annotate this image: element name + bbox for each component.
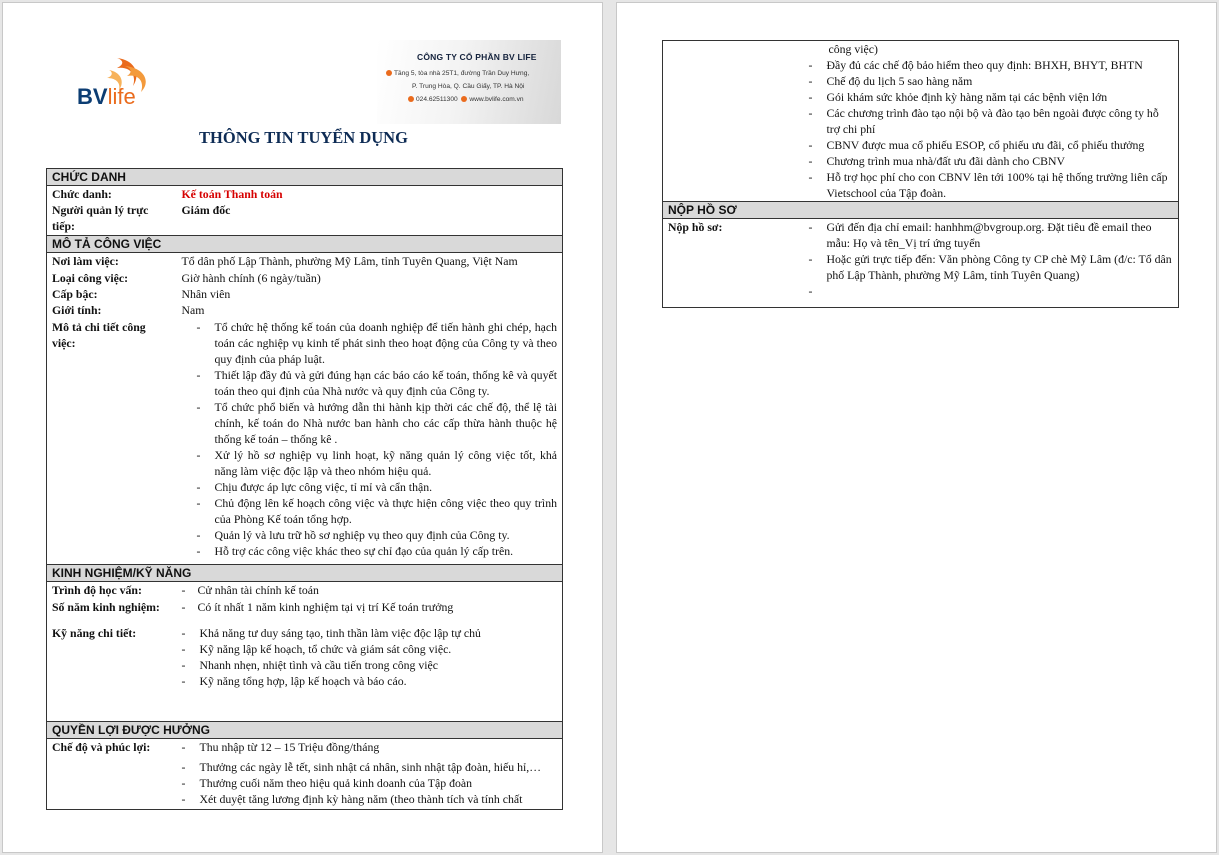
row-che-do-phuc-loi: Chế độ và phúc lợi: - Thu nhập từ 12 – 15 Triệu đồng/tháng - Thưởng các ngày lễ tết, sinh nhật cá nhân, sinh nhật tập đoàn, hiếu hỉ,… - Thưởng cuối năm theo hiệu quả kinh doanh của Tập đoàn - Xét duyệt tăng lương định kỳ hàng năm (theo thành tích và tính chất (47, 739, 563, 810)
list-item: - Hỗ trợ các công việc khác theo sự chỉ đạo của quản lý cấp trên. (177, 543, 558, 559)
list-item: - Tổ chức phổ biến và hướng dẫn thi hành kịp thời các chế độ, thể lệ tài chính, kế toán do Nhà nước ban hành cho các cấp thừa hành thuộc hệ thống kế toán – thống kê . (177, 399, 558, 447)
list-item: - Gói khám sức khỏe định kỳ hàng năm tại các bệnh viện lớn (789, 89, 1174, 105)
list-item: - Xét duyệt tăng lương định kỳ hàng năm (theo thành tích và tính chất (182, 791, 558, 807)
row-chuc-danh (47, 186, 563, 203)
list-item: - Hoặc gửi trực tiếp đến: Văn phòng Công ty CP chè Mỹ Lâm (đ/c: Tổ dân phố Lập Thành, phường Mỹ Lâm, tỉnh Tuyên Quang) (789, 251, 1174, 283)
row-nop-ho-so (663, 219, 1179, 308)
phone-icon (408, 96, 414, 102)
list-item: - Kỹ năng lập kế hoạch, tổ chức và giám sát công việc. (182, 641, 558, 657)
location-icon (386, 70, 392, 76)
web-icon (461, 96, 467, 102)
list-item: - CBNV được mua cổ phiếu ESOP, cổ phiếu ưu đãi, cổ phiếu thưởng (789, 137, 1174, 153)
list-item: - Chế độ du lịch 5 sao hàng năm (789, 73, 1174, 89)
label-chuc-danh: Chức danh: (52, 187, 112, 201)
bvlife-logo (75, 58, 155, 114)
list-item: - Gửi đến địa chỉ email: hanhhm@bvgroup.org. Đặt tiêu đề email theo mẫu: Họ và tên_Vị trí ứng tuyển (789, 219, 1174, 251)
company-info-banner (377, 40, 561, 124)
list-item: - Tổ chức hệ thống kế toán của doanh nghiệp để tiến hành ghi chép, hạch toán các nghiệp vụ kinh tế phát sinh theo hoạt động của Công ty và theo quy định của pháp luật. (177, 319, 558, 367)
row-nguoi-quan-ly (47, 202, 563, 235)
row-so-nam-kinh-nghiem: Số năm kinh nghiệm: - Có ít nhất 1 năm kinh nghiệm tại vị trí Kế toán trưởng (52, 599, 454, 614)
company-contact: 024.62511300 www.bvlife.com.vn (408, 96, 524, 103)
document-page-1 (2, 2, 603, 853)
row-trinh-do: Trình độ học vấn: - Cử nhân tài chính kế toán (52, 583, 319, 598)
list-item: - Kỹ năng tổng hợp, lập kế hoạch và báo cáo. (182, 673, 558, 689)
list-item (789, 283, 1174, 299)
value-nguoi-quan-ly: Giám đốc (181, 203, 231, 218)
row-ky-nang: Kỹ năng chi tiết: - Khả năng tư duy sáng tạo, tinh thần làm việc độc lập tự chủ - Kỹ năng lập kế hoạch, tổ chức và giám sát công việc. - Nhanh nhẹn, nhiệt tình và cầu tiến trong công việc - Kỹ năng tổng hợp, lập kế hoạch và báo cáo. (47, 615, 563, 722)
company-address-2: P. Trung Hòa, Q. Cầu Giấy, TP. Hà Nội (412, 83, 525, 90)
section-header-mo-ta: MÔ TẢ CÔNG VIỆC (47, 236, 563, 253)
row-mo-ta-chi-tiet (47, 319, 563, 565)
list-item: - Thu nhập từ 12 – 15 Triệu đồng/tháng (182, 739, 558, 755)
list-item: - Thưởng các ngày lễ tết, sinh nhật cá nhân, sinh nhật tập đoàn, hiếu hỉ,… (182, 759, 558, 775)
value-chuc-danh: Kế toán Thanh toán (181, 187, 283, 201)
benefits-list-page2 (789, 57, 1174, 201)
list-item: - Đầy đủ các chế độ bảo hiểm theo quy định: BHXH, BHYT, BHTN (789, 57, 1174, 73)
row-che-do-phuc-loi-continued (663, 41, 1179, 202)
logo-wordmark: BVlife (77, 84, 136, 109)
row-gioi-tinh: Giới tính: Nam (52, 303, 205, 318)
list-item: - Các chương trình đào tạo nội bộ và đào tạo bên ngoài được công ty hỗ trợ chi phí (789, 105, 1174, 137)
job-detail-list (177, 319, 558, 559)
submission-list (789, 219, 1174, 299)
list-item: - Hỗ trợ học phí cho con CBNV lên tới 100% tại hệ thống trường liên cấp Vietschool của Tập đoàn. (789, 169, 1174, 201)
row-cap-bac: Cấp bậc: Nhân viên (52, 286, 231, 301)
company-address-1: Tầng 5, tòa nhà 25T1, đường Trần Duy Hưng, (386, 70, 529, 77)
row-loai-cong-viec: Loại công việc: Giờ hành chính (6 ngày/tuần) (52, 270, 321, 285)
list-item: - Xử lý hồ sơ nghiệp vụ linh hoạt, kỹ năng quản lý công việc tốt, khả năng làm việc độc lập và theo nhóm hiệu quả. (177, 447, 558, 479)
list-item: - Chương trình mua nhà/đất ưu đãi dành cho CBNV (789, 153, 1174, 169)
benefits-list-page1 (182, 739, 558, 807)
page-title: THÔNG TIN TUYỂN DỤNG (199, 128, 408, 147)
list-item: - Quản lý và lưu trữ hồ sơ nghiệp vụ theo quy định của Công ty. (177, 527, 558, 543)
document-page-2 (616, 2, 1217, 853)
section-header-nop-ho-so: NỘP HỒ SƠ (663, 202, 1179, 219)
list-item: - Nhanh nhẹn, nhiệt tình và cầu tiến trong công việc (182, 657, 558, 673)
company-name: CÔNG TY CỔ PHẦN BV LIFE (417, 52, 537, 62)
recruitment-table-continued (662, 40, 1179, 308)
list-item: - Chủ động lên kế hoạch công việc và thực hiện công việc theo quy trình của Phòng Kế toán tổng hợp. (177, 495, 558, 527)
section-header-quyen-loi: QUYỀN LỢI ĐƯỢC HƯỞNG (47, 722, 563, 739)
list-item: - Thưởng cuối năm theo hiệu quả kinh doanh của Tập đoàn (182, 775, 558, 791)
skills-list (182, 625, 558, 689)
label-nop-ho-so: Nộp hồ sơ: (668, 220, 723, 234)
list-item: - Khả năng tư duy sáng tạo, tinh thần làm việc độc lập tự chủ (182, 625, 558, 641)
list-item: - Thiết lập đầy đủ và gửi đúng hạn các báo cáo kế toán, thống kê và quyết toán theo qui định của Nhà nước và quy định của Công ty. (177, 367, 558, 399)
section-header-kinh-nghiem: KINH NGHIỆM/KỸ NĂNG (47, 565, 563, 582)
continuation-text: công việc) (828, 42, 878, 56)
row-noi-lam-viec: Nơi làm việc: Tổ dân phố Lập Thành, phường Mỹ Lâm, tỉnh Tuyên Quang, Việt Nam (52, 254, 518, 269)
list-item: - Chịu được áp lực công việc, tỉ mỉ và cẩn thận. (177, 479, 558, 495)
label-nguoi-quan-ly: Người quản lý trực tiếp: (52, 203, 149, 234)
recruitment-table (46, 168, 563, 810)
label-mo-ta-chi-tiet: Mô tả chi tiết công việc: (52, 319, 146, 350)
section-header-chuc-danh: CHỨC DANH (47, 169, 563, 186)
